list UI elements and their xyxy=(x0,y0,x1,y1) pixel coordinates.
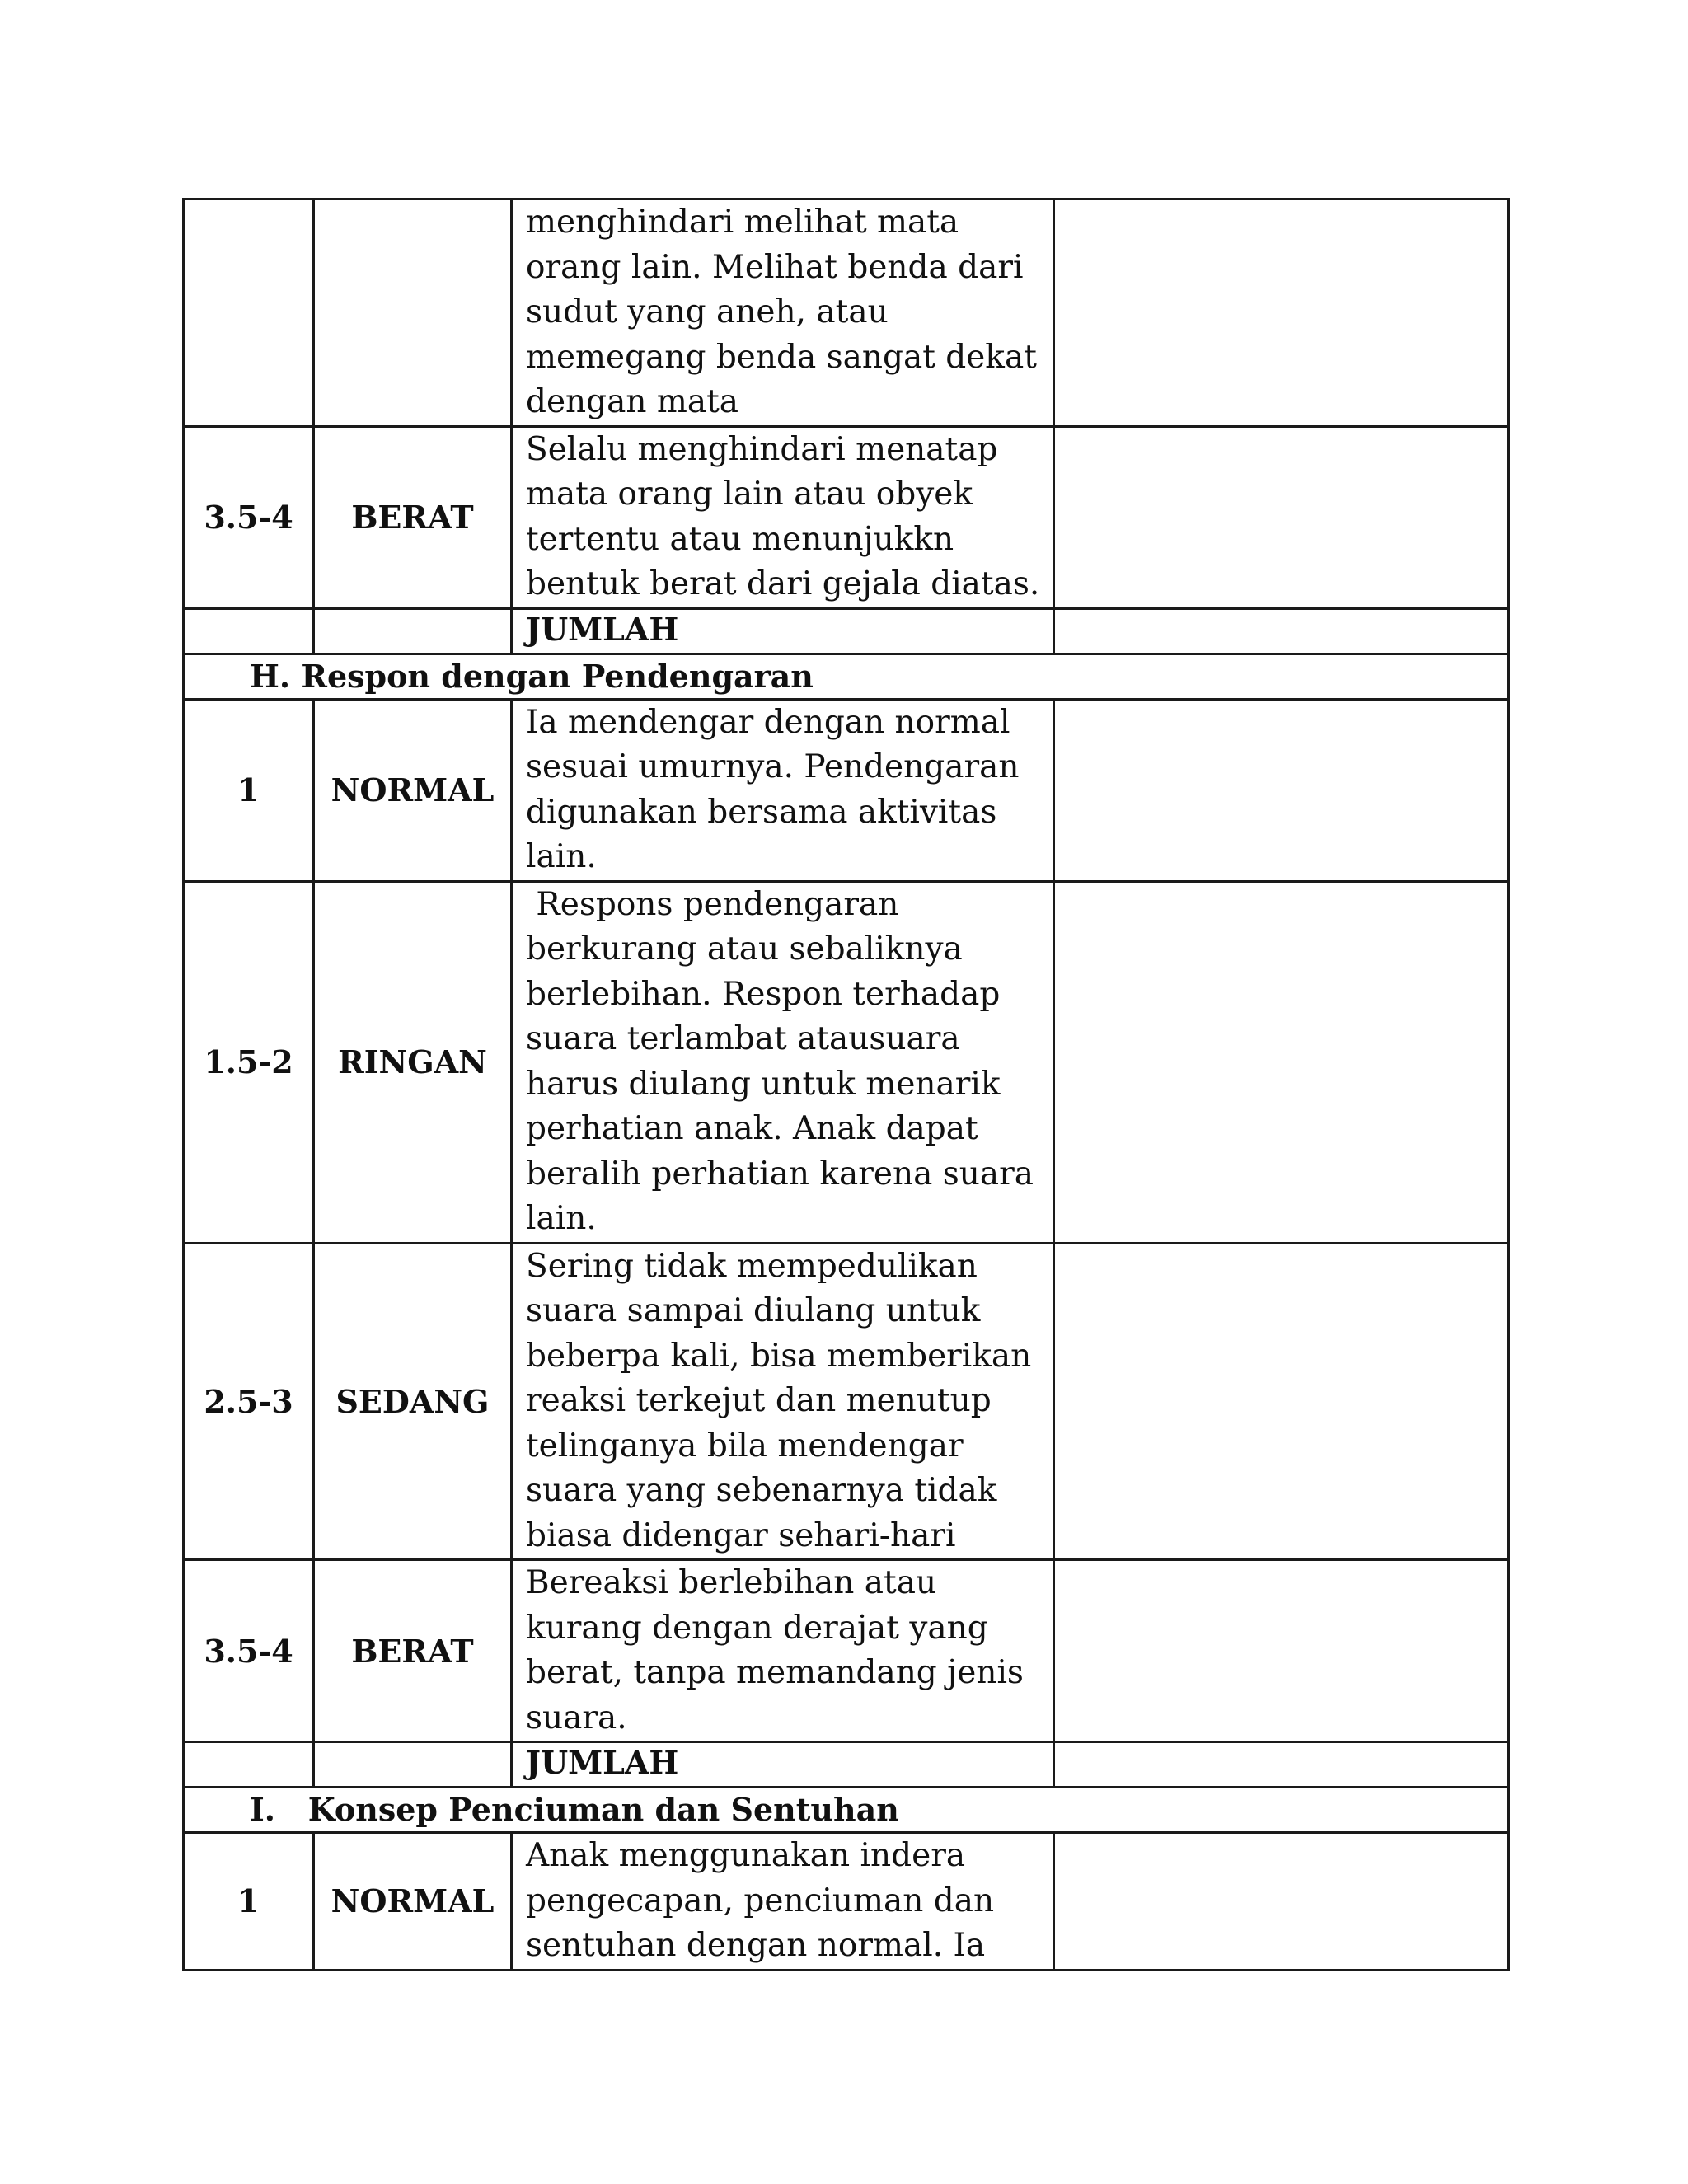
description-line: dengan mata xyxy=(526,383,739,420)
section-header-row xyxy=(184,1788,1509,1833)
description-line: lain. xyxy=(526,838,597,875)
description-line: digunakan bersama aktivitas xyxy=(526,793,997,831)
level-cell: NORMAL xyxy=(314,699,512,881)
description-line: lain. xyxy=(526,1200,597,1237)
score-row xyxy=(184,199,1509,427)
description-line: pengecapan, penciuman dan xyxy=(526,1882,995,1919)
empty-score-cell xyxy=(184,608,314,654)
description-line: Bereaksi berlebihan atau xyxy=(526,1564,937,1601)
description-cell xyxy=(512,1560,1054,1742)
total-label: JUMLAH xyxy=(512,1742,1054,1788)
description-cell xyxy=(512,199,1054,427)
description-line: sentuhan dengan normal. Ia xyxy=(526,1927,986,1964)
description-line: tertentu atau menunjukkn xyxy=(526,520,954,558)
description-line: reaksi terkejut dan menutup xyxy=(526,1382,992,1419)
description-line: berlebihan. Respon terhadap xyxy=(526,975,1001,1013)
score-row xyxy=(184,1243,1509,1560)
level-cell xyxy=(314,199,512,427)
level-cell: BERAT xyxy=(314,1560,512,1742)
description-line: harus diulang untuk menarik xyxy=(526,1065,1001,1103)
description-line: Respons pendengaran xyxy=(526,885,899,923)
description-line: biasa didengar sehari-hari xyxy=(526,1516,956,1554)
score-row xyxy=(184,1560,1509,1742)
description-line: suara terlambat atausuara xyxy=(526,1020,960,1057)
section-title: I. Konsep Penciuman dan Sentuhan xyxy=(184,1788,1509,1833)
score-row xyxy=(184,1833,1509,1971)
score-cell: 1 xyxy=(184,699,314,881)
description-line: menghindari melihat mata xyxy=(526,204,959,241)
rating-entry-cell xyxy=(1054,426,1509,608)
rating-scale-body xyxy=(184,199,1509,1971)
description-cell xyxy=(512,699,1054,881)
description-cell xyxy=(512,1833,1054,1971)
description-line: sudut yang aneh, atau xyxy=(526,293,889,330)
total-row xyxy=(184,1742,1509,1788)
score-cell: 1.5-2 xyxy=(184,881,314,1243)
section-header-row xyxy=(184,654,1509,699)
empty-level-cell xyxy=(314,608,512,654)
description-line: suara. xyxy=(526,1699,627,1736)
rating-entry-cell xyxy=(1054,1833,1509,1971)
score-row xyxy=(184,699,1509,881)
total-value-cell xyxy=(1054,1742,1509,1788)
description-line: Anak menggunakan indera xyxy=(526,1837,966,1874)
score-cell: 3.5-4 xyxy=(184,426,314,608)
description-line: bentuk berat dari gejala diatas. xyxy=(526,565,1040,602)
description-line: suara sampai diulang untuk xyxy=(526,1292,981,1329)
empty-level-cell xyxy=(314,1742,512,1788)
rating-entry-cell xyxy=(1054,199,1509,427)
level-cell: NORMAL xyxy=(314,1833,512,1971)
rating-entry-cell xyxy=(1054,1560,1509,1742)
description-cell xyxy=(512,881,1054,1243)
level-cell: SEDANG xyxy=(314,1243,512,1560)
description-line: berkurang atau sebaliknya xyxy=(526,930,963,968)
rating-entry-cell xyxy=(1054,881,1509,1243)
description-line: orang lain. Melihat benda dari xyxy=(526,248,1024,286)
description-cell xyxy=(512,426,1054,608)
score-cell: 1 xyxy=(184,1833,314,1971)
description-line: Ia mendengar dengan normal xyxy=(526,703,1010,741)
empty-score-cell xyxy=(184,1742,314,1788)
score-cell: 3.5-4 xyxy=(184,1560,314,1742)
description-line: suara yang sebenarnya tidak xyxy=(526,1472,997,1509)
total-value-cell xyxy=(1054,608,1509,654)
description-line: memegang benda sangat dekat xyxy=(526,338,1037,376)
description-line: Selalu menghindari menatap xyxy=(526,430,998,468)
description-line: Sering tidak mempedulikan xyxy=(526,1247,978,1285)
score-row xyxy=(184,881,1509,1243)
description-line: beberpa kali, bisa memberikan xyxy=(526,1337,1032,1375)
level-cell: RINGAN xyxy=(314,881,512,1243)
total-label: JUMLAH xyxy=(512,608,1054,654)
total-row xyxy=(184,608,1509,654)
score-row xyxy=(184,426,1509,608)
description-cell xyxy=(512,1243,1054,1560)
description-line: berat, tanpa memandang jenis xyxy=(526,1654,1024,1691)
description-line: sesuai umurnya. Pendengaran xyxy=(526,748,1020,785)
section-title: H. Respon dengan Pendengaran xyxy=(184,654,1509,699)
rating-entry-cell xyxy=(1054,1243,1509,1560)
description-line: beralih perhatian karena suara xyxy=(526,1155,1034,1193)
rating-entry-cell xyxy=(1054,699,1509,881)
description-line: telinganya bila mendengar xyxy=(526,1427,964,1465)
rating-scale-table xyxy=(182,198,1510,1971)
description-line: mata orang lain atau obyek xyxy=(526,476,973,513)
level-cell: BERAT xyxy=(314,426,512,608)
description-line: perhatian anak. Anak dapat xyxy=(526,1110,978,1147)
score-cell xyxy=(184,199,314,427)
score-cell: 2.5-3 xyxy=(184,1243,314,1560)
description-line: kurang dengan derajat yang xyxy=(526,1609,988,1647)
